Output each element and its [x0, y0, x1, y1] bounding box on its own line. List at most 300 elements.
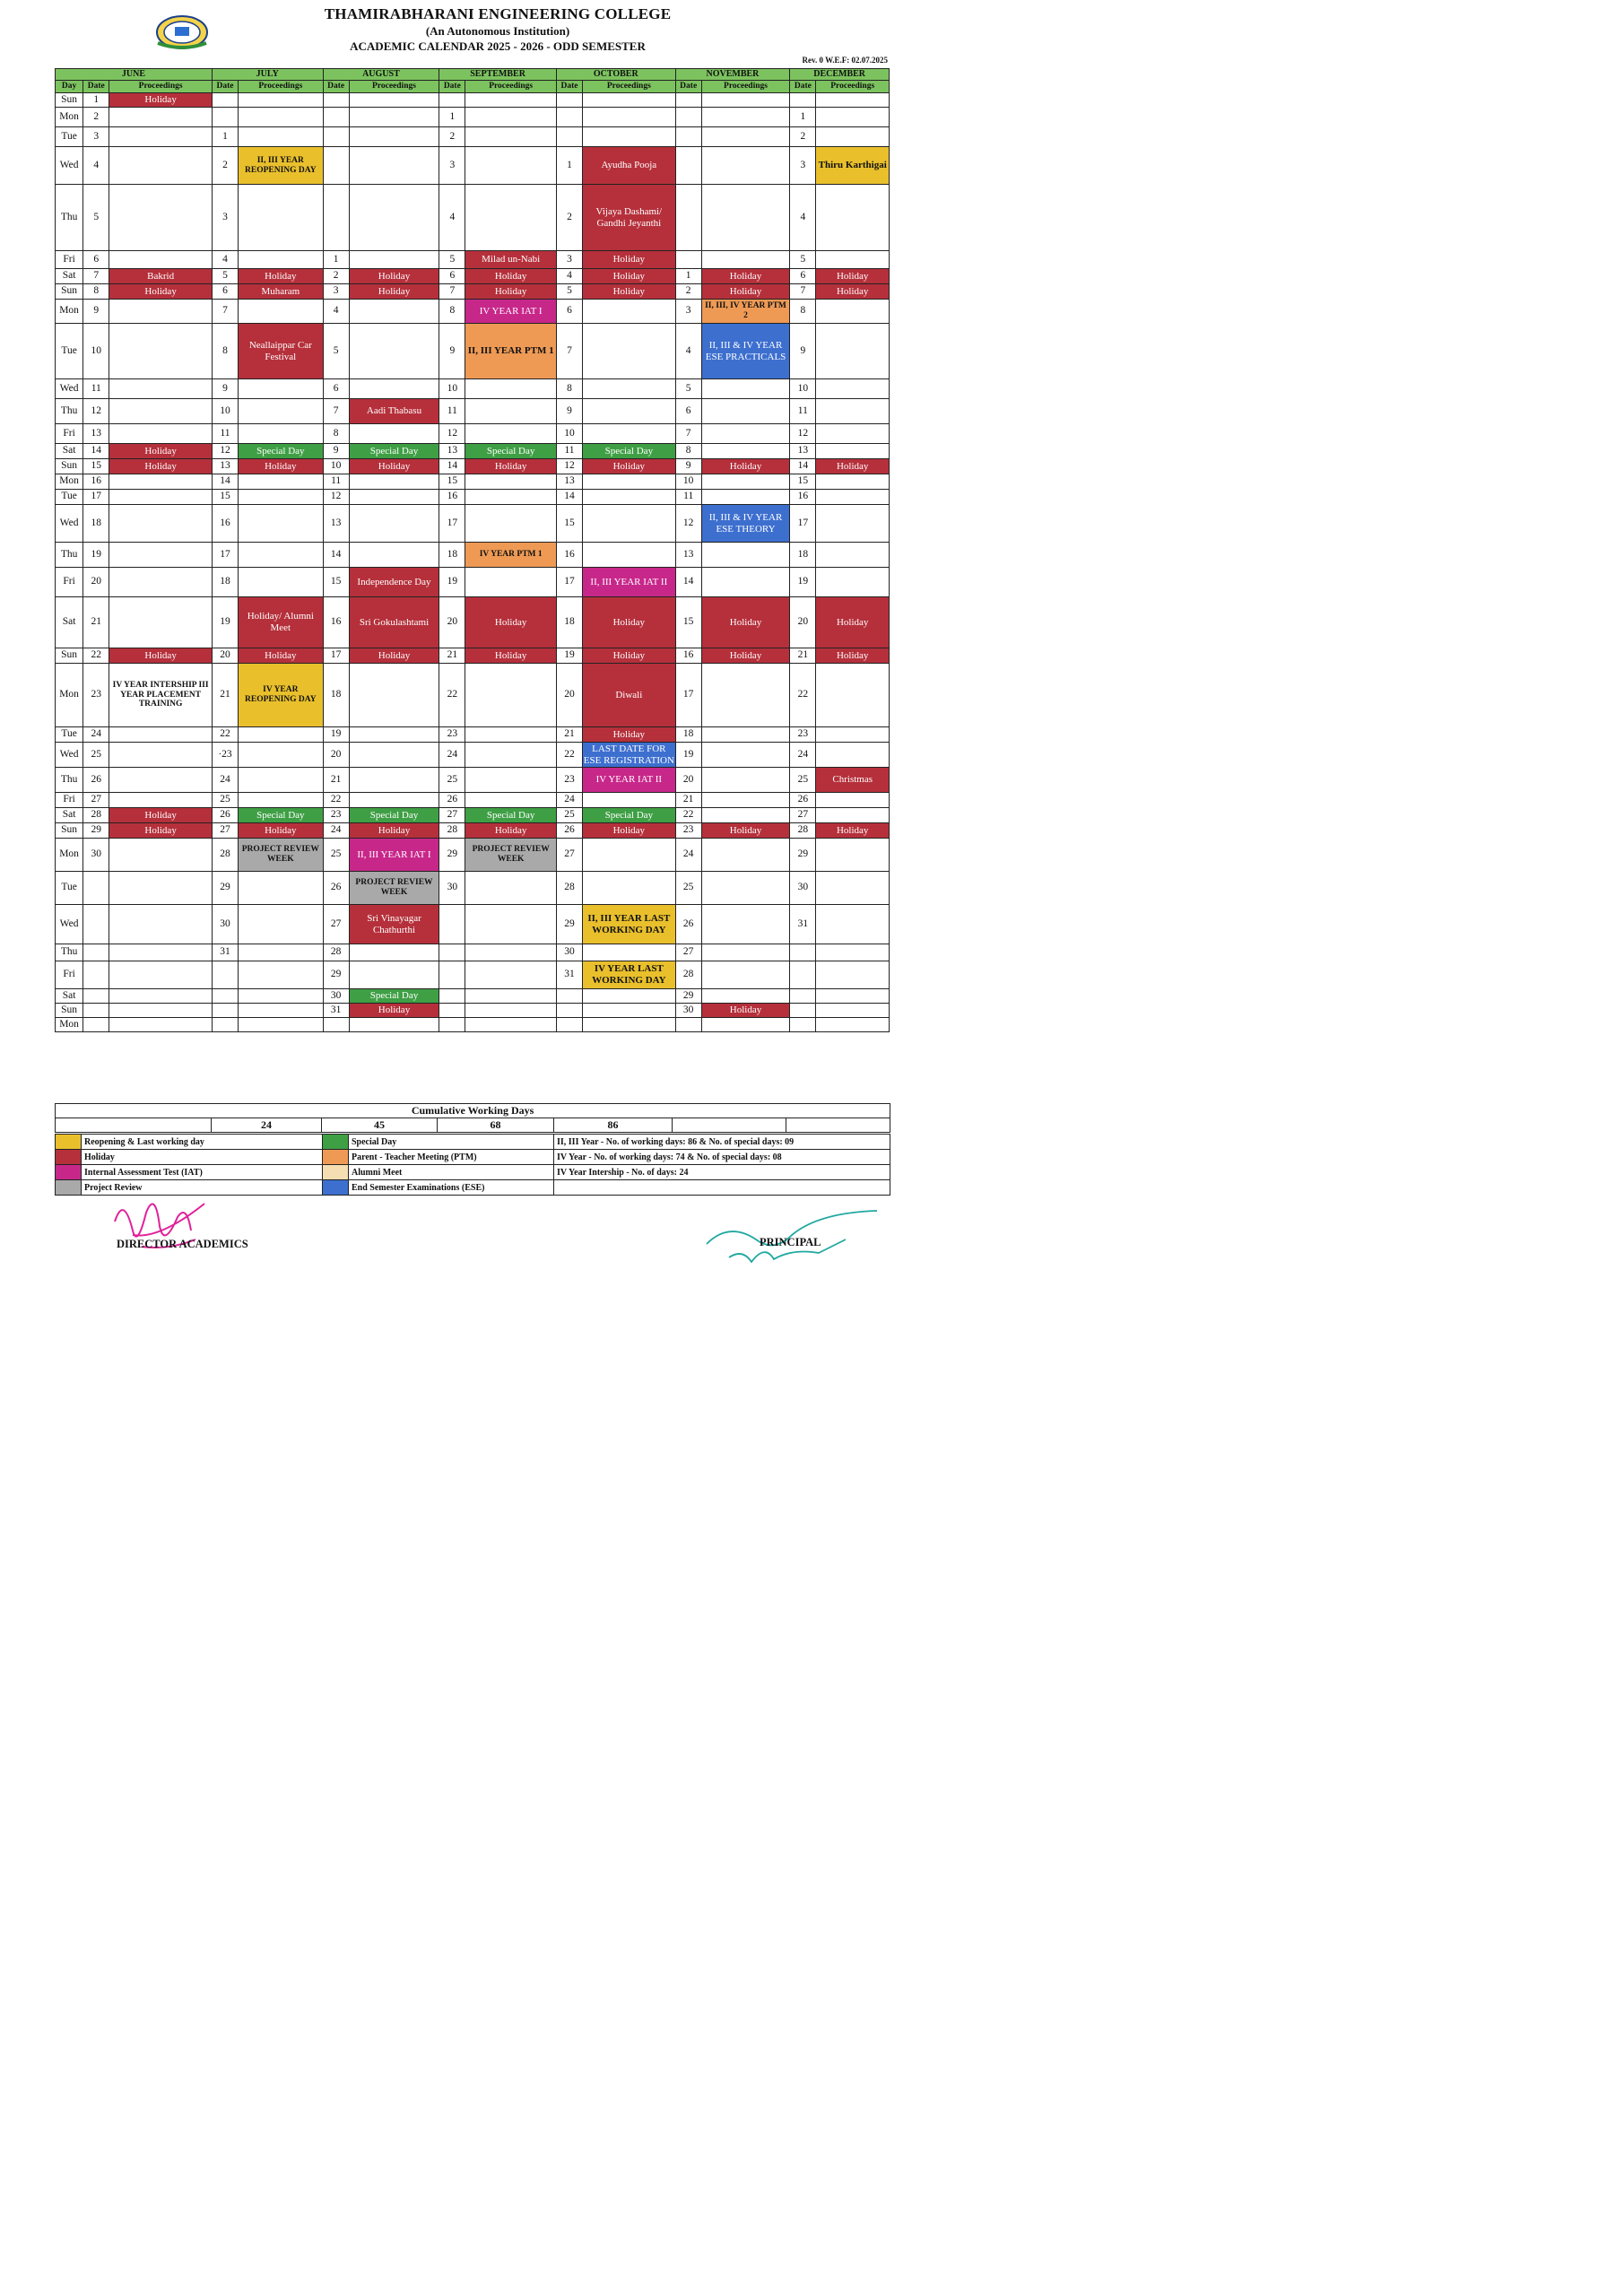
empty-cell-december: [816, 905, 890, 944]
empty-cell-june: [109, 905, 213, 944]
date-cell-september: 27: [439, 808, 465, 823]
empty-cell-september: [465, 664, 557, 727]
calendar-table: [55, 68, 890, 1032]
date-cell-november: 20: [675, 768, 701, 793]
empty-cell-august: [349, 474, 439, 490]
proceedings-column-header-december: Proceedings: [816, 81, 890, 93]
date-cell-october: [556, 989, 582, 1004]
date-cell-july: 7: [212, 300, 238, 324]
empty-cell-july: [239, 185, 324, 251]
empty-cell-november: [701, 490, 790, 505]
empty-cell-july: [239, 424, 324, 444]
day-cell: Sun: [56, 1004, 83, 1018]
date-cell-june: 13: [83, 424, 109, 444]
empty-cell-august: [349, 543, 439, 568]
empty-cell-july: [239, 127, 324, 147]
calendar-row: [56, 251, 890, 269]
empty-cell-december: [816, 839, 890, 872]
event-cell-november: II, III, IV YEAR PTM 2: [701, 300, 790, 324]
legend-swatch-project: [56, 1180, 82, 1196]
date-cell-august: 1: [323, 251, 349, 269]
day-cell: Tue: [56, 490, 83, 505]
date-cell-september: 30: [439, 872, 465, 905]
date-cell-december: [790, 1018, 816, 1032]
date-cell-december: 14: [790, 459, 816, 474]
empty-cell-august: [349, 324, 439, 379]
date-cell-june: 1: [83, 93, 109, 108]
date-cell-october: [556, 1018, 582, 1032]
day-cell: Fri: [56, 424, 83, 444]
empty-cell-october: [583, 399, 676, 424]
date-cell-june: [83, 1004, 109, 1018]
day-cell: Mon: [56, 839, 83, 872]
empty-cell-june: [109, 127, 213, 147]
date-cell-october: 2: [556, 185, 582, 251]
day-cell: Wed: [56, 905, 83, 944]
cumulative-december: [786, 1118, 890, 1133]
empty-cell-august: [349, 727, 439, 743]
date-cell-july: 28: [212, 839, 238, 872]
date-cell-september: 21: [439, 648, 465, 664]
calendar-row: [56, 474, 890, 490]
legend-ptm: Parent - Teacher Meeting (PTM): [349, 1150, 554, 1165]
event-cell-october: Diwali: [583, 664, 676, 727]
empty-cell-june: [109, 379, 213, 399]
date-cell-december: 13: [790, 444, 816, 459]
date-cell-june: 4: [83, 147, 109, 185]
date-cell-november: 22: [675, 808, 701, 823]
date-cell-november: 23: [675, 823, 701, 839]
date-cell-october: 22: [556, 743, 582, 768]
date-cell-december: 11: [790, 399, 816, 424]
date-cell-june: [83, 1018, 109, 1032]
empty-cell-december: [816, 1018, 890, 1032]
event-cell-october: Holiday: [583, 269, 676, 284]
calendar-row: [56, 185, 890, 251]
calendar-row: [56, 127, 890, 147]
event-cell-september: II, III YEAR PTM 1: [465, 324, 557, 379]
empty-cell-november: [701, 872, 790, 905]
date-cell-november: [675, 185, 701, 251]
event-cell-december: Holiday: [816, 459, 890, 474]
date-cell-june: [83, 989, 109, 1004]
date-cell-december: 31: [790, 905, 816, 944]
empty-cell-october: [583, 989, 676, 1004]
event-cell-september: Holiday: [465, 459, 557, 474]
date-cell-december: 18: [790, 543, 816, 568]
event-cell-october: IV YEAR IAT II: [583, 768, 676, 793]
date-cell-december: [790, 944, 816, 961]
day-cell: Sun: [56, 648, 83, 664]
event-cell-june: IV YEAR INTERSHIP III YEAR PLACEMENT TRAINING: [109, 664, 213, 727]
event-cell-december: Christmas: [816, 768, 890, 793]
date-cell-november: 1: [675, 269, 701, 284]
empty-cell-october: [583, 324, 676, 379]
event-cell-august: II, III YEAR IAT I: [349, 839, 439, 872]
date-cell-december: [790, 961, 816, 989]
date-cell-august: 12: [323, 490, 349, 505]
empty-cell-september: [465, 1018, 557, 1032]
date-cell-september: 23: [439, 727, 465, 743]
date-cell-july: [212, 108, 238, 127]
date-cell-september: 2: [439, 127, 465, 147]
calendar-row: [56, 872, 890, 905]
empty-cell-november: [701, 444, 790, 459]
event-cell-october: Holiday: [583, 597, 676, 648]
month-header-october: OCTOBER: [556, 69, 675, 81]
date-cell-september: 25: [439, 768, 465, 793]
event-cell-october: Special Day: [583, 808, 676, 823]
empty-cell-september: [465, 1004, 557, 1018]
empty-cell-july: [239, 93, 324, 108]
empty-cell-november: [701, 944, 790, 961]
event-cell-june: Holiday: [109, 444, 213, 459]
empty-cell-september: [465, 944, 557, 961]
empty-cell-october: [583, 1018, 676, 1032]
day-cell: Mon: [56, 664, 83, 727]
date-cell-june: 15: [83, 459, 109, 474]
month-header-november: NOVEMBER: [675, 69, 790, 81]
date-cell-december: 10: [790, 379, 816, 399]
date-cell-november: 15: [675, 597, 701, 648]
proceedings-column-header-july: Proceedings: [239, 81, 324, 93]
date-cell-november: [675, 251, 701, 269]
empty-cell-august: [349, 743, 439, 768]
empty-cell-august: [349, 505, 439, 543]
date-cell-june: 18: [83, 505, 109, 543]
empty-cell-november: [701, 93, 790, 108]
event-cell-september: IV YEAR PTM 1: [465, 543, 557, 568]
event-cell-august: Independence Day: [349, 568, 439, 597]
date-cell-october: 28: [556, 872, 582, 905]
date-cell-september: 18: [439, 543, 465, 568]
date-cell-december: 1: [790, 108, 816, 127]
empty-cell-september: [465, 727, 557, 743]
empty-cell-november: [701, 905, 790, 944]
empty-cell-december: [816, 989, 890, 1004]
empty-cell-august: [349, 147, 439, 185]
empty-cell-september: [465, 474, 557, 490]
date-cell-november: 17: [675, 664, 701, 727]
empty-cell-june: [109, 597, 213, 648]
date-cell-september: 17: [439, 505, 465, 543]
date-cell-september: 29: [439, 839, 465, 872]
date-cell-november: [675, 147, 701, 185]
date-cell-october: 26: [556, 823, 582, 839]
date-cell-july: [212, 1018, 238, 1032]
event-cell-november: Holiday: [701, 597, 790, 648]
month-header-july: JULY: [212, 69, 323, 81]
empty-cell-august: [349, 664, 439, 727]
empty-cell-july: [239, 1004, 324, 1018]
date-cell-june: 28: [83, 808, 109, 823]
date-cell-june: [83, 944, 109, 961]
date-cell-september: [439, 1004, 465, 1018]
empty-cell-october: [583, 300, 676, 324]
empty-cell-october: [583, 127, 676, 147]
empty-cell-june: [109, 727, 213, 743]
day-cell: Mon: [56, 108, 83, 127]
empty-cell-july: [239, 1018, 324, 1032]
empty-cell-june: [109, 424, 213, 444]
date-cell-november: 28: [675, 961, 701, 989]
event-cell-september: Holiday: [465, 648, 557, 664]
event-cell-september: Special Day: [465, 444, 557, 459]
month-header-august: AUGUST: [323, 69, 439, 81]
date-cell-october: 20: [556, 664, 582, 727]
day-cell: Sat: [56, 269, 83, 284]
calendar-row: [56, 808, 890, 823]
calendar-row: [56, 108, 890, 127]
date-cell-july: 26: [212, 808, 238, 823]
date-cell-august: 18: [323, 664, 349, 727]
empty-cell-august: [349, 108, 439, 127]
empty-cell-december: [816, 127, 890, 147]
event-cell-july: Special Day: [239, 444, 324, 459]
date-cell-october: 11: [556, 444, 582, 459]
date-cell-july: 17: [212, 543, 238, 568]
date-cell-november: 5: [675, 379, 701, 399]
empty-cell-june: [109, 324, 213, 379]
date-cell-october: 24: [556, 793, 582, 808]
event-cell-august: Holiday: [349, 284, 439, 300]
legend-ese: End Semester Examinations (ESE): [349, 1180, 554, 1196]
empty-cell-september: [465, 905, 557, 944]
empty-cell-december: [816, 251, 890, 269]
date-cell-june: 27: [83, 793, 109, 808]
empty-cell-october: [583, 490, 676, 505]
event-cell-october: Holiday: [583, 251, 676, 269]
date-cell-december: 20: [790, 597, 816, 648]
event-cell-november: Holiday: [701, 459, 790, 474]
empty-cell-december: [816, 727, 890, 743]
date-cell-december: 19: [790, 568, 816, 597]
date-cell-july: 29: [212, 872, 238, 905]
empty-cell-august: [349, 127, 439, 147]
date-cell-august: 11: [323, 474, 349, 490]
date-cell-june: [83, 905, 109, 944]
date-cell-october: 9: [556, 399, 582, 424]
event-cell-december: Thiru Karthigai: [816, 147, 890, 185]
day-cell: Sat: [56, 989, 83, 1004]
empty-cell-june: [109, 474, 213, 490]
event-cell-august: Holiday: [349, 459, 439, 474]
date-cell-august: 26: [323, 872, 349, 905]
date-cell-december: 4: [790, 185, 816, 251]
empty-cell-october: [583, 379, 676, 399]
date-cell-november: [675, 127, 701, 147]
empty-cell-june: [109, 147, 213, 185]
event-cell-july: Special Day: [239, 808, 324, 823]
date-cell-november: 14: [675, 568, 701, 597]
day-cell: Sun: [56, 459, 83, 474]
calendar-row: [56, 444, 890, 459]
calendar-row: [56, 568, 890, 597]
date-cell-december: 28: [790, 823, 816, 839]
date-column-header-september: Date: [439, 81, 465, 93]
date-cell-august: 9: [323, 444, 349, 459]
event-cell-july: Holiday/ Alumni Meet: [239, 597, 324, 648]
empty-cell-june: [109, 399, 213, 424]
event-cell-july: Holiday: [239, 823, 324, 839]
date-cell-july: 20: [212, 648, 238, 664]
date-cell-november: 27: [675, 944, 701, 961]
event-cell-october: Holiday: [583, 823, 676, 839]
legend-note-1: II, III Year - No. of working days: 86 & No. of special days: 09: [554, 1135, 890, 1150]
empty-cell-june: [109, 961, 213, 989]
empty-cell-november: [701, 424, 790, 444]
date-cell-september: 1: [439, 108, 465, 127]
empty-cell-july: [239, 944, 324, 961]
date-cell-december: 29: [790, 839, 816, 872]
event-cell-november: Holiday: [701, 1004, 790, 1018]
date-cell-july: 19: [212, 597, 238, 648]
date-cell-august: 3: [323, 284, 349, 300]
day-cell: Fri: [56, 251, 83, 269]
date-column-header-july: Date: [212, 81, 238, 93]
date-cell-august: [323, 108, 349, 127]
empty-cell-june: [109, 568, 213, 597]
date-cell-october: [556, 127, 582, 147]
calendar-row: [56, 490, 890, 505]
calendar-row: [56, 459, 890, 474]
legend-swatch-reopening: [56, 1135, 82, 1150]
empty-cell-september: [465, 108, 557, 127]
date-cell-september: 9: [439, 324, 465, 379]
empty-cell-july: [239, 743, 324, 768]
event-cell-december: Holiday: [816, 597, 890, 648]
empty-cell-june: [109, 251, 213, 269]
date-cell-august: 10: [323, 459, 349, 474]
date-cell-october: 21: [556, 727, 582, 743]
event-cell-june: Holiday: [109, 823, 213, 839]
date-cell-october: 31: [556, 961, 582, 989]
date-cell-june: 14: [83, 444, 109, 459]
date-cell-september: [439, 93, 465, 108]
date-cell-november: 13: [675, 543, 701, 568]
empty-cell-july: [239, 872, 324, 905]
date-cell-september: 19: [439, 568, 465, 597]
empty-cell-november: [701, 108, 790, 127]
date-cell-october: 29: [556, 905, 582, 944]
date-cell-december: 22: [790, 664, 816, 727]
empty-cell-july: [239, 505, 324, 543]
empty-cell-november: [701, 147, 790, 185]
day-cell: Tue: [56, 324, 83, 379]
date-cell-october: 19: [556, 648, 582, 664]
date-cell-august: 28: [323, 944, 349, 961]
empty-cell-july: [239, 568, 324, 597]
legend-swatch-ptm: [323, 1150, 349, 1165]
date-cell-august: 17: [323, 648, 349, 664]
calendar-row: [56, 768, 890, 793]
date-cell-july: 10: [212, 399, 238, 424]
empty-cell-september: [465, 424, 557, 444]
event-cell-july: Neallaippar Car Festival: [239, 324, 324, 379]
empty-cell-july: [239, 399, 324, 424]
calendar-row: [56, 147, 890, 185]
date-cell-august: 4: [323, 300, 349, 324]
day-cell: Tue: [56, 727, 83, 743]
event-cell-july: PROJECT REVIEW WEEK: [239, 839, 324, 872]
revision-label: Rev. 0 W.E.F: 02.07.2025: [802, 56, 888, 65]
empty-cell-november: [701, 474, 790, 490]
date-cell-june: 29: [83, 823, 109, 839]
empty-cell-november: [701, 379, 790, 399]
date-cell-december: 6: [790, 269, 816, 284]
proceedings-column-header-august: Proceedings: [349, 81, 439, 93]
date-cell-june: 2: [83, 108, 109, 127]
cumulative-november: [673, 1118, 786, 1133]
empty-cell-june: [109, 839, 213, 872]
date-cell-december: 2: [790, 127, 816, 147]
event-cell-june: Holiday: [109, 93, 213, 108]
date-cell-october: 25: [556, 808, 582, 823]
calendar-row: [56, 379, 890, 399]
date-cell-october: 27: [556, 839, 582, 872]
date-cell-august: [323, 185, 349, 251]
empty-cell-august: [349, 424, 439, 444]
date-cell-september: 22: [439, 664, 465, 727]
month-header-september: SEPTEMBER: [439, 69, 557, 81]
proceedings-column-header-september: Proceedings: [465, 81, 557, 93]
event-cell-november: II, III & IV YEAR ESE THEORY: [701, 505, 790, 543]
date-cell-december: [790, 1004, 816, 1018]
event-cell-september: Holiday: [465, 597, 557, 648]
empty-cell-june: [109, 543, 213, 568]
empty-cell-november: [701, 961, 790, 989]
date-cell-june: 12: [83, 399, 109, 424]
date-cell-september: 4: [439, 185, 465, 251]
empty-cell-september: [465, 93, 557, 108]
event-cell-september: Special Day: [465, 808, 557, 823]
date-cell-july: 13: [212, 459, 238, 474]
event-cell-july: Muharam: [239, 284, 324, 300]
empty-cell-september: [465, 872, 557, 905]
date-cell-july: [212, 93, 238, 108]
event-cell-october: Holiday: [583, 459, 676, 474]
day-cell: Thu: [56, 543, 83, 568]
date-cell-july: 30: [212, 905, 238, 944]
director-label: DIRECTOR ACADEMICS: [117, 1238, 248, 1250]
date-cell-june: 6: [83, 251, 109, 269]
empty-cell-july: [239, 543, 324, 568]
empty-cell-december: [816, 944, 890, 961]
calendar-row: [56, 424, 890, 444]
calendar-row: [56, 300, 890, 324]
date-cell-october: 3: [556, 251, 582, 269]
date-cell-august: 15: [323, 568, 349, 597]
empty-cell-august: [349, 251, 439, 269]
date-cell-december: 5: [790, 251, 816, 269]
date-cell-august: 5: [323, 324, 349, 379]
empty-cell-september: [465, 989, 557, 1004]
event-cell-december: Holiday: [816, 823, 890, 839]
event-cell-september: IV YEAR IAT I: [465, 300, 557, 324]
empty-cell-october: [583, 108, 676, 127]
event-cell-december: Holiday: [816, 269, 890, 284]
calendar-row: [56, 743, 890, 768]
empty-cell-september: [465, 147, 557, 185]
event-cell-august: Aadi Thabasu: [349, 399, 439, 424]
empty-cell-december: [816, 664, 890, 727]
calendar-row: [56, 793, 890, 808]
date-cell-october: 7: [556, 324, 582, 379]
date-cell-december: 12: [790, 424, 816, 444]
date-cell-september: [439, 905, 465, 944]
empty-cell-october: [583, 793, 676, 808]
legend-holiday: Holiday: [82, 1150, 323, 1165]
